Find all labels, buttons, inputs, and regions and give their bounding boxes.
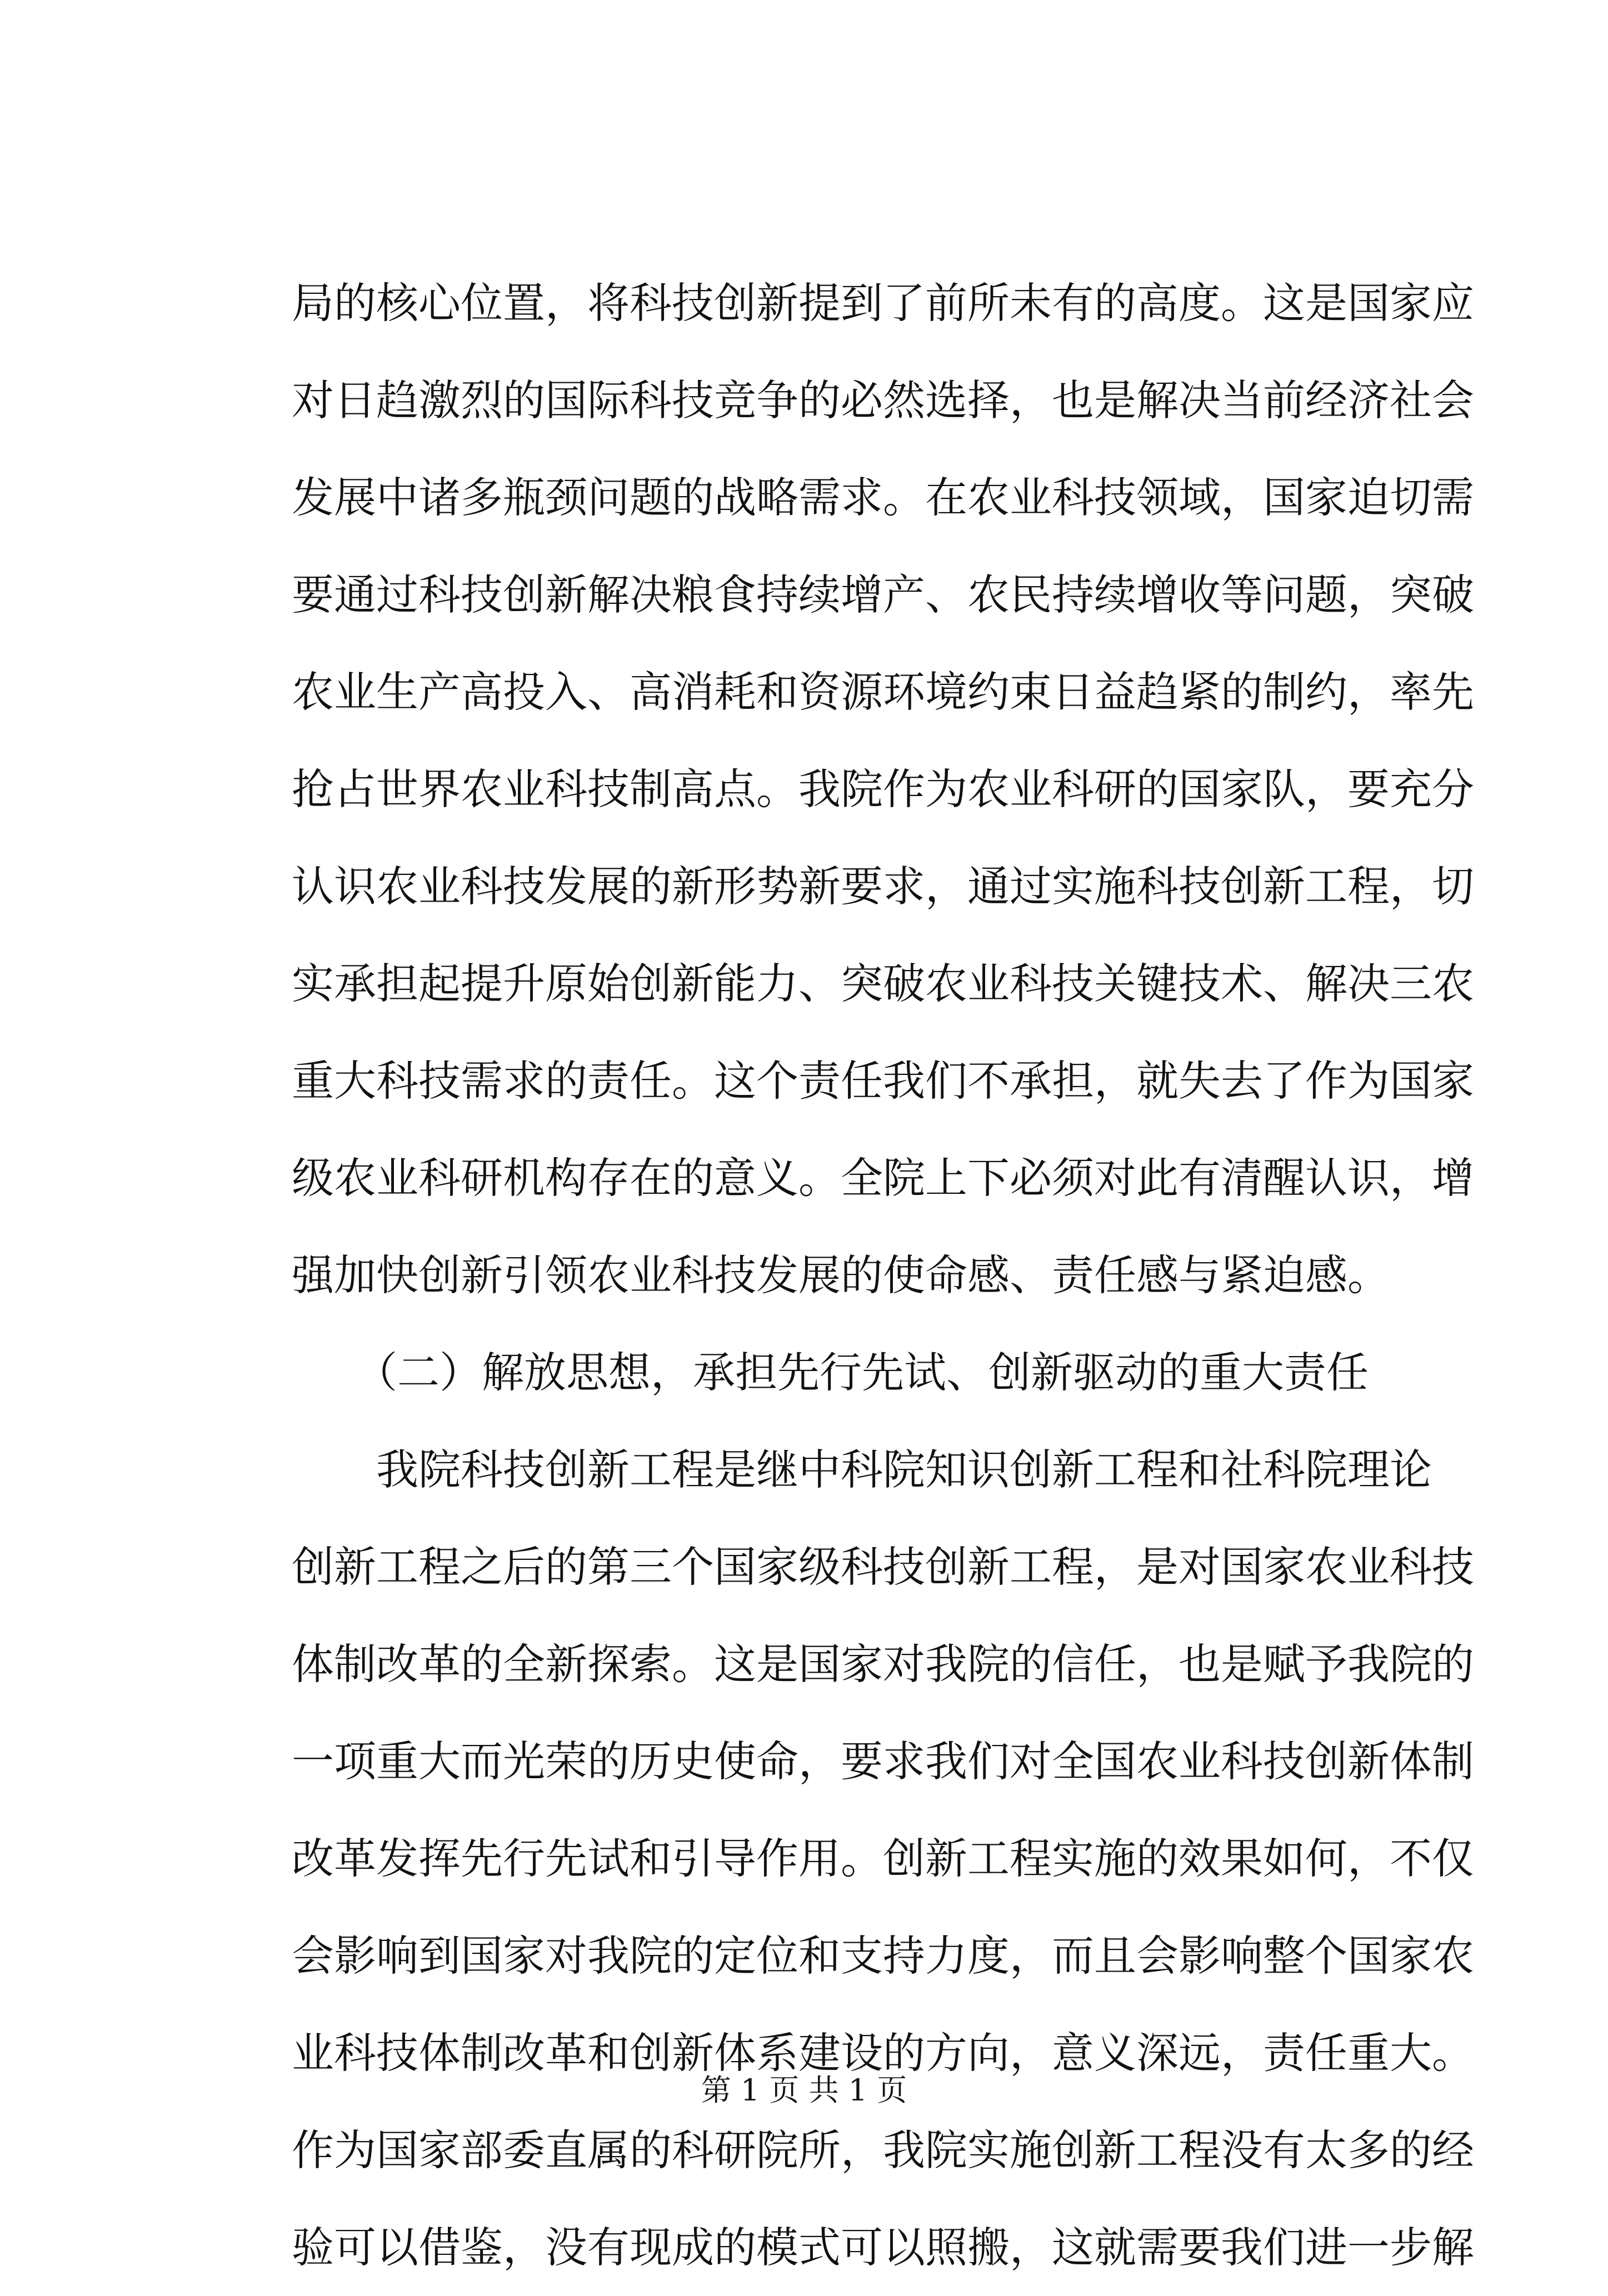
text-line-11: 强加快创新引领农业科技发展的使命感、责任感与紧迫感。 — [292, 1250, 1390, 1300]
text-line-1: 局的核心位置，将科技创新提到了前所未有的高度。这是国家应 — [292, 278, 1474, 328]
text-line-21: 验可以借鉴，没有现成的模式可以照搬，这就需要我们进一步解 — [292, 2223, 1474, 2272]
text-line-20: 作为国家部委直属的科研院所，我院实施创新工程没有太多的经 — [292, 2125, 1474, 2175]
document-body — [292, 254, 1474, 2296]
page-number-footer: 第 1 页 共 1 页 — [701, 2073, 907, 2108]
text-line-17: 改革发挥先行先试和引导作用。创新工程实施的效果如何，不仅 — [292, 1834, 1474, 1883]
text-line-5: 农业生产高投入、高消耗和资源环境约束日益趋紧的制约，率先 — [292, 667, 1474, 717]
text-line-16: 一项重大而光荣的历史使命，要求我们对全国农业科技创新体制 — [292, 1737, 1474, 1786]
text-line-19: 业科技体制改革和创新体系建设的方向，意义深远，责任重大。 — [292, 2028, 1474, 2078]
text-line-15: 体制改革的全新探索。这是国家对我院的信任，也是赋予我院的 — [292, 1639, 1474, 1689]
text-line-8: 实承担起提升原始创新能力、突破农业科技关键技术、解决三农 — [292, 959, 1474, 1008]
section-heading: （二）解放思想，承担先行先试、创新驱动的重大责任 — [292, 1348, 1369, 1397]
text-line-18: 会影响到国家对我院的定位和支持力度，而且会影响整个国家农 — [292, 1931, 1474, 1980]
text-line-9: 重大科技需求的责任。这个责任我们不承担，就失去了作为国家 — [292, 1056, 1474, 1106]
text-line-4: 要通过科技创新解决粮食持续增产、农民持续增收等问题，突破 — [292, 570, 1474, 619]
text-line-10: 级农业科研机构存在的意义。全院上下必须对此有清醒认识，增 — [292, 1153, 1474, 1203]
text-line-7: 认识农业科技发展的新形势新要求，通过实施科技创新工程，切 — [292, 862, 1474, 911]
text-line-14: 创新工程之后的第三个国家级科技创新工程，是对国家农业科技 — [292, 1542, 1474, 1592]
text-line-13: 我院科技创新工程是继中科院知识创新工程和社科院理论 — [292, 1445, 1432, 1494]
text-line-2: 对日趋激烈的国际科技竞争的必然选择，也是解决当前经济社会 — [292, 376, 1474, 425]
text-line-6: 抢占世界农业科技制高点。我院作为农业科研的国家队，要充分 — [292, 764, 1474, 814]
text-line-3: 发展中诸多瓶颈问题的战略需求。在农业科技领域，国家迫切需 — [292, 473, 1474, 522]
